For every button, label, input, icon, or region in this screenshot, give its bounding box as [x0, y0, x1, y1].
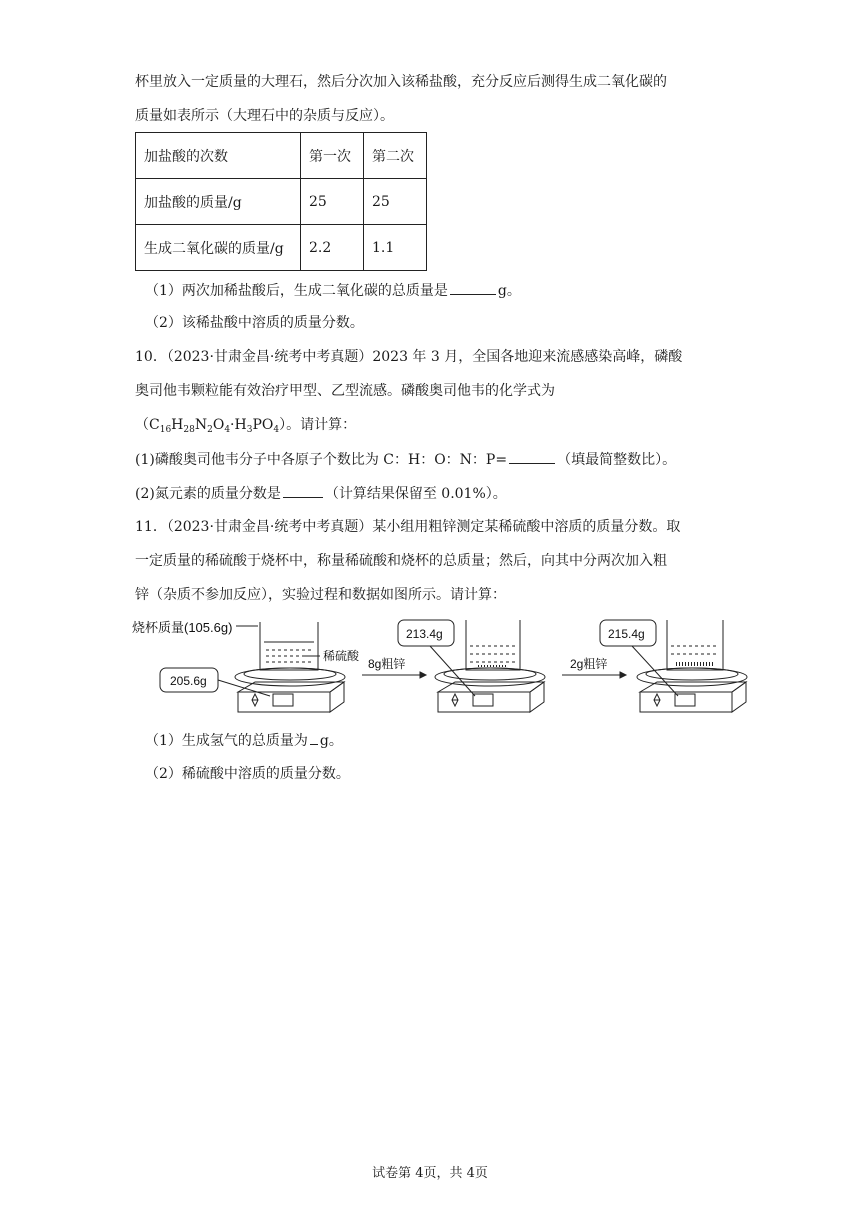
formula-part: H	[171, 417, 184, 433]
q10-sub-1	[135, 449, 676, 470]
q10-line-2: 奥司他韦颗粒能有效治疗甲型、乙型流感。磷酸奥司他韦的化学式为	[135, 383, 555, 399]
formula-subscript: 2	[207, 425, 213, 435]
experiment-figure	[130, 612, 760, 722]
intro-line-2: 质量如表所示（大理石中的杂质与反应）。	[135, 108, 394, 124]
table-cell: 25	[301, 179, 364, 225]
arrow-2-label: 2g粗锌	[570, 657, 608, 671]
q9-sub-1-text: （1）两次加稀盐酸后，生成二氧化碳的总质量是	[145, 283, 448, 299]
q10-sub-1-text: (1)磷酸奥司他韦分子中各原子个数比为 C：H：O：N：P=	[135, 452, 508, 468]
q10-formula	[135, 415, 356, 440]
formula-part: ）。请计算：	[279, 417, 357, 433]
table-cell: 加盐酸的质量/g	[136, 179, 301, 225]
q11-line-2: 一定质量的稀硫酸于烧杯中，称量稀硫酸和烧杯的总质量；然后，向其中分两次加入粗	[135, 553, 667, 569]
q10-sub-2-note: （计算结果保留至 0.01%）。	[324, 486, 507, 502]
formula-part: PO	[252, 417, 274, 433]
formula-part: O	[212, 417, 225, 433]
formula-subscript: 4	[273, 425, 280, 435]
q10-sub-2-text: (2)氮元素的质量分数是	[135, 486, 281, 502]
answer-blank[interactable]	[283, 483, 323, 498]
formula-subscript: 28	[183, 425, 195, 435]
table-cell: 第二次	[364, 133, 427, 179]
acid-label: 稀硫酸	[323, 649, 360, 663]
q11-sub-1-unit: g。	[319, 733, 343, 749]
table-cell: 加盐酸的次数	[136, 133, 301, 179]
answer-blank[interactable]	[310, 730, 318, 745]
table-cell: 1.1	[364, 225, 427, 271]
balance-3	[637, 668, 747, 712]
balance-2	[435, 668, 545, 712]
table-cell: 生成二氧化碳的质量/g	[136, 225, 301, 271]
beaker-3	[667, 620, 723, 670]
intro-line-1: 杯里放入一定质量的大理石，然后分次加入该稀盐酸，充分反应后测得生成二氧化碳的	[135, 74, 667, 90]
reading-3: 215.4g	[608, 627, 645, 641]
q11-sub-1	[145, 730, 343, 751]
q11-line-1: 11．（2023·甘肃金昌·统考中考真题）某小组用粗锌测定某稀硫酸中溶质的质量分数。取	[135, 519, 681, 535]
formula-subscript: 3	[246, 425, 253, 435]
q11-sub-1-text: （1）生成氢气的总质量为	[145, 733, 308, 749]
table-row	[136, 225, 427, 271]
q11-sub-2: （2）稀硫酸中溶质的质量分数。	[145, 766, 350, 782]
answer-blank[interactable]	[450, 280, 496, 295]
beaker-1	[260, 622, 318, 670]
table-cell: 2.2	[301, 225, 364, 271]
q9-sub-1-unit: g。	[497, 283, 521, 299]
q10-sub-2	[135, 483, 507, 504]
table-cell: 第一次	[301, 133, 364, 179]
q10-line-1: 10．（2023·甘肃金昌·统考中考真题）2023 年 3 月，全国各地迎来流感感染高峰，磷酸	[135, 349, 683, 365]
q10-sub-1-note: （填最简整数比）。	[557, 452, 677, 468]
formula-part: N	[194, 417, 208, 433]
answer-blank[interactable]	[509, 449, 555, 464]
reading-1: 205.6g	[170, 674, 207, 688]
table-row	[136, 179, 427, 225]
beaker-mass-label: 烧杯质量(105.6g)	[132, 620, 233, 635]
table-row	[136, 133, 427, 179]
reading-2: 213.4g	[406, 627, 443, 641]
q11-line-3: 锌（杂质不参加反应），实验过程和数据如图所示。请计算：	[135, 587, 506, 603]
data-table	[135, 132, 427, 271]
formula-part: （C	[135, 417, 160, 433]
q9-sub-2: （2）该稀盐酸中溶质的质量分数。	[145, 315, 364, 331]
table-cell: 25	[364, 179, 427, 225]
arrow-1-label: 8g粗锌	[368, 657, 406, 671]
beaker-2	[466, 620, 520, 670]
formula-part: ·H	[230, 417, 247, 433]
formula-subscript: 4	[224, 425, 231, 435]
q9-sub-1	[145, 280, 521, 301]
formula-subscript: 16	[159, 425, 172, 435]
page-footer: 试卷第 4页，共 4页	[372, 1166, 488, 1181]
